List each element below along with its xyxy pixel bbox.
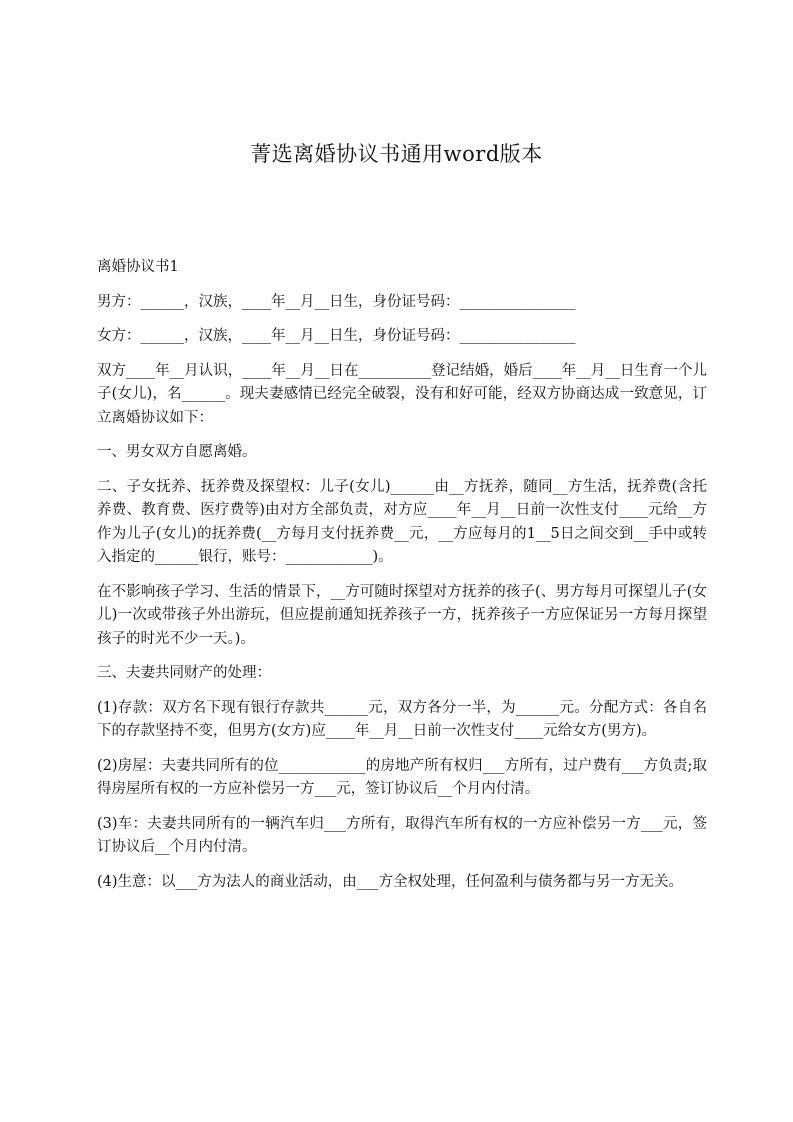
clause-3-car: (3)车：夫妻共同所有的一辆汽车归___方所有，取得汽车所有权的一方应补偿另一方___元，签订协议后__个月内付清。	[97, 815, 707, 855]
document-title: 菁选离婚协议书通用word版本	[250, 142, 543, 166]
clause-2-visitation: 在不影响孩子学习、生活的情景下，__方可随时探望对方抚养的孩子(、男方每月可探望儿子(女儿)一次或带孩子外出游玩，但应提前通知抚养孩子一方，抚养孩子一方应保证另一方每月探望孩子的时光不少一天。)。	[97, 583, 707, 647]
agreement-heading: 离婚协议书1	[97, 259, 179, 275]
husband-info: 男方：______，汉族，____年__月__日生，身份证号码：________________	[97, 293, 576, 310]
clause-2-child-support: 二、子女抚养、抚养费及探望权：儿子(女儿)______由__方抚养，随同__方生活，抚养费(含托养费、教育费、医疗费等)由对方全部负责，对方应____年__月__日前一次性支付____元给__方作为儿子(女儿)的抚养费(__方每月支付抚养费__元，__方应每月的1__5日之间交到__手中或转入指定的______银行，账号：____________)。	[97, 478, 707, 565]
clause-3-deposits: (1)存款：双方名下现有银行存款共______元，双方各分一半，为______元。分配方式：各自名下的存款坚持不变，但男方(女方)应____年__月__日前一次性支付____元给女方(男方)。	[97, 699, 707, 739]
clause-1-divorce: 一、男女双方自愿离婚。	[97, 444, 257, 460]
document-body	[97, 256, 707, 905]
clause-3-property-heading: 三、夫妻共同财产的处理：	[97, 665, 271, 681]
wife-info: 女方：______，汉族，____年__月__日生，身份证号码：________________	[97, 328, 576, 344]
clause-3-house: (2)房屋：夫妻共同所有的位____________的房地产所有权归___方所有，过户费有___方负责;取得房屋所有权的一方应补偿另一方___元，签订协议后__个月内付清。	[97, 757, 707, 797]
preamble-paragraph: 双方____年__月认识，____年__月__日在__________登记结婚，婚后____年__月__日生育一个儿子(女儿)，名______。现夫妻感情已经完全破裂，没有和好可能，经双方协商达成一致意见，订立离婚协议如下：	[97, 362, 707, 426]
clause-3-business: (4)生意：以___方为法人的商业活动，由___方全权处理，任何盈利与债务都与另一方无关。	[97, 873, 684, 890]
